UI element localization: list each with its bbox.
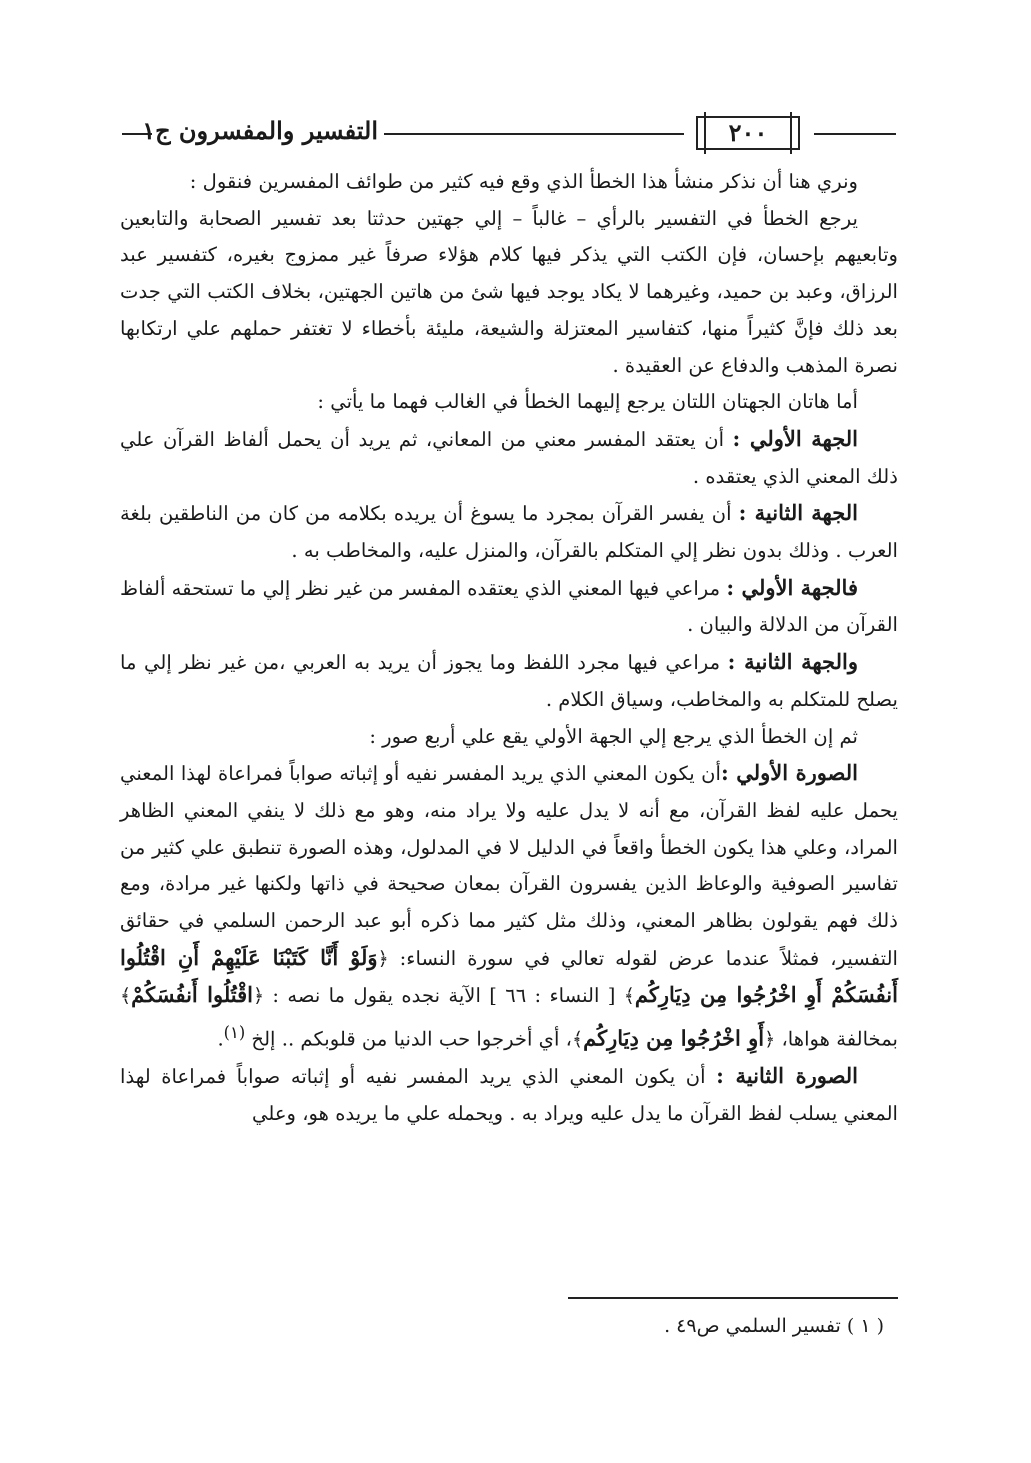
aspect-2-heading: الجهة الثانية : [738,500,858,526]
running-title: التفسير والمفسرون ج١ [142,116,378,145]
paragraph-aspect-2-summary [120,644,898,718]
form-1-heading: الصورة الأولي : [720,760,858,786]
form-1-commentary: بمخالفة هواها، [775,1027,898,1051]
aspect-2-summary-heading: والجهة الثانية : [727,649,858,675]
footnote-separator [568,1297,898,1299]
form-1-commentary-end: ، أي أخرجوا حب الدنيا من قلوبكم .. إلخ [245,1027,573,1051]
body-text [120,164,898,1133]
paragraph-aspect-1 [120,421,898,495]
quran-verse-2: اقْتُلُوا أَنفُسَكُمْ [131,982,253,1008]
page-number: ٢٠٠ [696,116,800,150]
sentence-end: . [217,1027,224,1051]
paragraph-origin-of-error: يرجع الخطأ في التفسير بالرأي – غالباً – إلي جهتين حدثتا بعد تفسير الصحابة والتابعين وتابعيهم بإحسان، فإن الكتب التي يذكر فيها كلام هؤلاء صرفاً غير ممزوج بغيره، كتفسير عبد الرزاق، وعبد بن حميد، وغيرهما لا يكاد يوجد فيها شئ من هاتين الجهتين، بخلاف الكتب التي جدت بعد ذلك فإنَّ كثيراً منها، كتفاسير المعتزلة والشيعة، مليئة بأخطاء لا تغتفر حملهم علي ارتكابها نصرة المذهب والدفاع عن العقيدة . [120,206,898,377]
paragraph-intro: ونري هنا أن نذكر منشأ هذا الخطأ الذي وقع فيه كثير من طوائف المفسرين فنقول : [189,170,858,193]
paragraph-four-forms: ثم إن الخطأ الذي يرجع إلي الجهة الأولي يقع علي أربع صور : [369,724,858,748]
quran-bracket-open: ﴿ [764,1028,776,1051]
form-1-quote-intro: الآية نجده يقول ما نصه : [264,984,481,1008]
paragraph-aspect-1-summary [120,570,898,644]
footnote-marker: (١) [223,1023,246,1043]
aspect-1-summary-heading: فالجهة الأولي : [726,574,858,600]
paragraph-two-aspects: أما هاتان الجهتان اللتان يرجع إليهما الخطأ في الغالب فهما ما يأتي : [317,390,858,414]
running-header [122,110,896,156]
form-1-text: أن يكون المعني الذي يريد المفسر نفيه أو إثباته صواباً فمراعاة لهذا المعني يحمل عليه لفظ القرآن، مع أنه لا يدل عليه ولا يراد منه، وهو مع ذلك لا ينفي المعني الظاهر المراد، وعلي هذا يكون الخطأ واقعاً في الدليل لا في المدلول، وهذه الصورة تنطبق علي كثير من تفاسير الصوفية والوعاظ الذين يفسرون القرآن بمعان صحيحة في ذاتها ولكنها غير مرادة، ومع ذلك فهم يقولون بظاهر المعني، وذلك مثل كثير مما ذكره أبو عبد الرحمن السلمي في حقائق التفسير، فمثلاً عندما عرض لقوله تعالي في سورة النساء: [120,762,898,970]
paragraph-form-1 [120,755,898,1058]
aspect-2-text: أن يفسر القرآن بمجرد ما يسوغ أن يريده بكلامه من كان من الناطقين بلغة العرب . وذلك بدون نظر إلي المتكلم بالقرآن، والمنزل عليه، والمخاطب به . [120,502,898,563]
verse-reference: [ النساء : ٦٦ ] [480,984,624,1008]
quran-bracket-open: ﴿ [252,985,265,1008]
aspect-2-summary-text: مراعي فيها مجرد اللفظ وما يجوز أن يريد به العربي ،من غير نظر إلي ما يصلح للمتكلم به والمخاطب، وسياق الكلام . [120,651,898,711]
aspect-1-text: أن يعتقد المفسر معني من المعاني، ثم يريد أن يحمل ألفاظ القرآن علي ذلك المعني الذي يعتقده . [120,427,898,488]
quran-bracket-close: ﴾ [623,985,635,1008]
form-2-heading: الصورة الثانية : [716,1063,859,1089]
quran-verse-3: أَوِ اخْرُجُوا مِن دِيَارِكُم [583,1025,765,1051]
header-rule-right [814,133,896,135]
footnote: ( ١ ) تفسير السلمي ص٤٩ . [664,1315,884,1337]
quran-verse-1: وَلَوْ أَنَّا كَتَبْنَا عَلَيْهِمْ أَنِ اقْتُلُوا أَنفُسَكُمْ أَوِ اخْرُجُوا مِن دِيَارِكُم [120,944,898,1008]
aspect-1-summary-text: مراعي فيها المعني الذي يعتقده المفسر من غير نظر إلي ما تستحقه ألفاظ القرآن من الدلالة والبيان . [120,576,898,637]
header-rule-middle [384,133,684,135]
paragraph-form-2 [120,1058,898,1132]
paragraph-aspect-2 [120,495,898,569]
aspect-1-heading: الجهة الأولي : [732,425,858,451]
quran-bracket-open: ﴿ [377,947,389,970]
form-2-text: أن يكون المعني الذي يريد المفسر نفيه أو إثباته صواباً فمراعاة لهذا المعني يسلب لفظ القرآن ما يدل عليه ويراد به . ويحمله علي ما يريده هو، وعلي [120,1065,898,1126]
quran-bracket-close: ﴾ [572,1028,584,1051]
quran-bracket-close: ﴾ [120,985,132,1008]
